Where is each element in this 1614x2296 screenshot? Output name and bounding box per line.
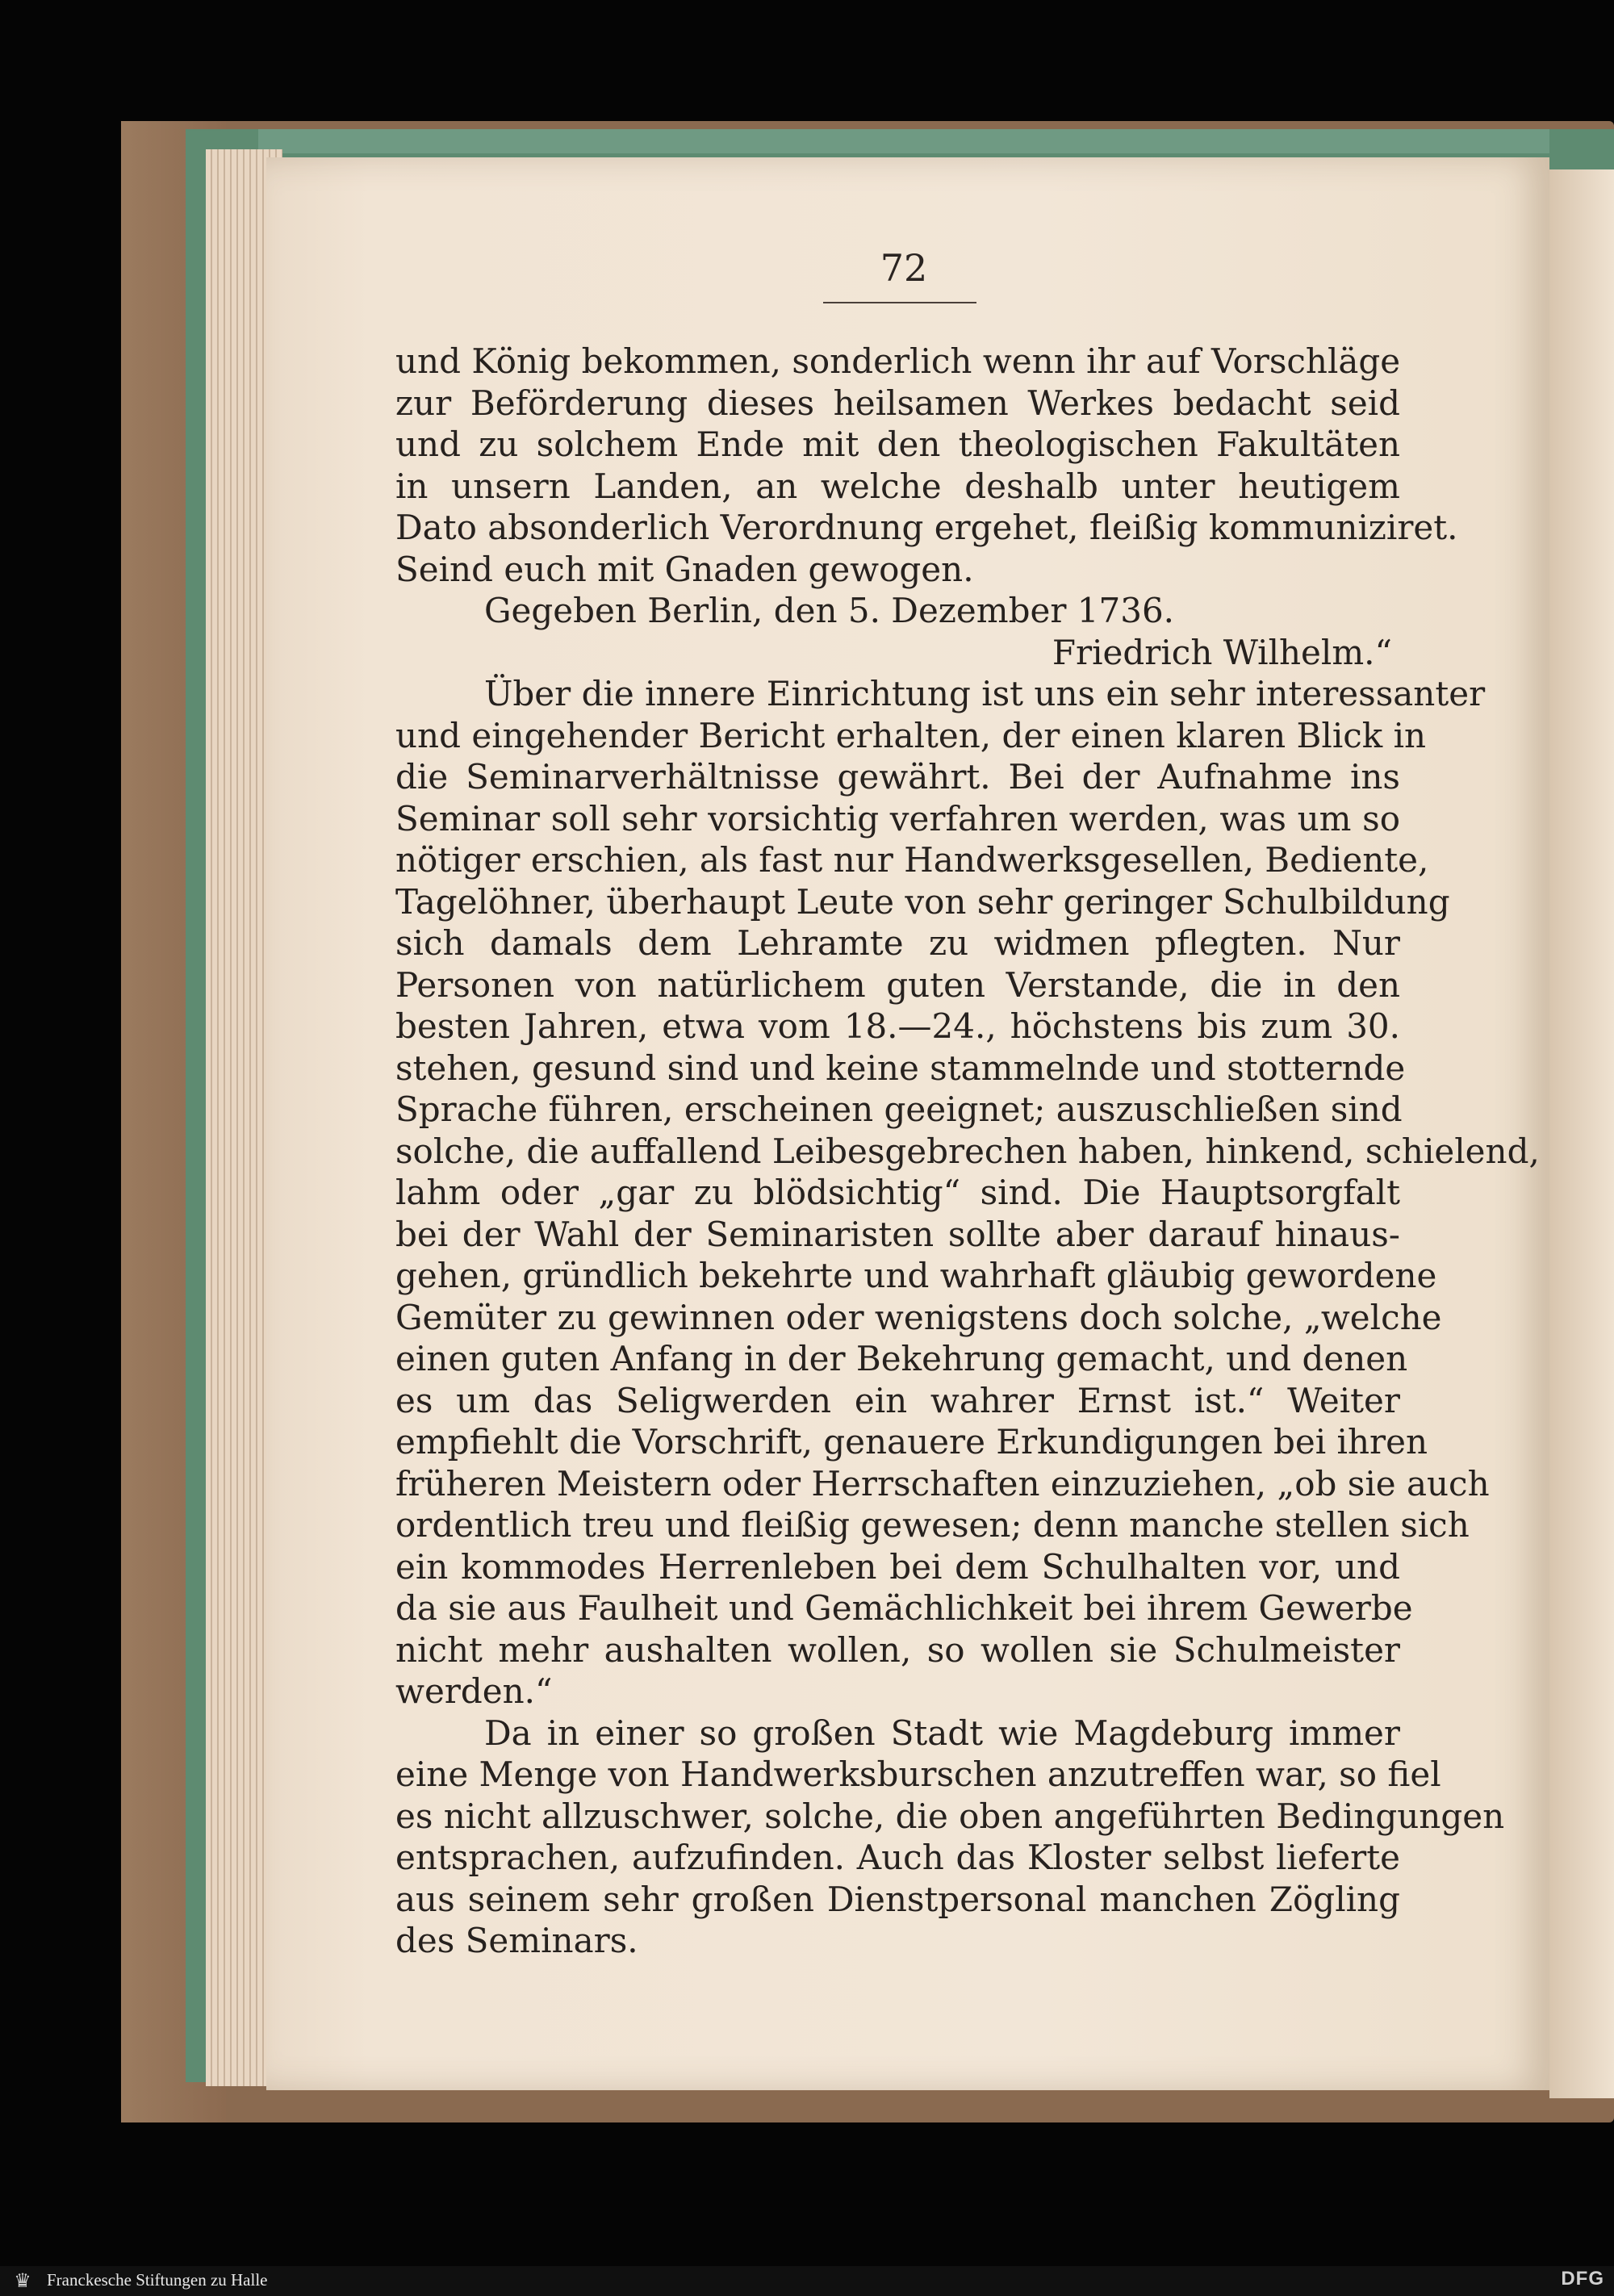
text-line: nötiger erschien, als fast nur Handwerksgesellen, Bediente,: [395, 840, 1429, 880]
text-line: eine Menge von Handwerksburschen anzutreffen war, so fiel: [395, 1754, 1441, 1794]
text-line: Über die innere Einrichtung ist uns ein sehr interessanter: [484, 674, 1486, 713]
text-line: nicht mehr aushalten wollen, so wollen sie Schulmeister: [395, 1629, 1400, 1670]
text-line: früheren Meistern oder Herrschaften einzuziehen, „ob sie auch: [395, 1463, 1490, 1503]
text-line: die Seminarverhältnisse gewährt. Bei der Aufnahme ins: [395, 757, 1400, 797]
text-line: besten Jahren, etwa vom 18.—24., höchstens bis zum 30.: [395, 1006, 1400, 1046]
text-line: Dato absonderlich Verordnung ergehet, fleißig kommuniziret.: [395, 508, 1458, 547]
text-line: und zu solchem Ende mit den theologischen Fakultäten: [395, 424, 1400, 464]
text-line: Seind euch mit Gnaden gewogen.: [395, 549, 974, 589]
text-line: ordentlich treu und fleißig gewesen; denn manche stellen sich: [395, 1505, 1470, 1545]
text-line: es um das Seligwerden ein wahrer Ernst ist.“ Weiter: [395, 1380, 1400, 1420]
text-line: in unsern Landen, an welche deshalb unter heutigem: [395, 466, 1400, 506]
text-line: Sprache führen, erscheinen geeignet; auszuschließen sind: [395, 1089, 1403, 1129]
text-line: und eingehender Bericht erhalten, der einen klaren Blick in: [395, 715, 1427, 755]
page-number: 72: [880, 246, 928, 290]
text-line: Seminar soll sehr vorsichtig verfahren werden, was um so: [395, 798, 1400, 839]
dfg-logo: DFG: [1561, 2268, 1604, 2290]
text-line: aus seinem sehr großen Dienstpersonal manchen Zögling: [395, 1879, 1400, 1919]
text-line: Gegeben Berlin, den 5. Dezember 1736.: [484, 591, 1175, 630]
text-line: Da in einer so großen Stadt wie Magdeburg immer: [484, 1713, 1400, 1753]
text-line: und König bekommen, sonderlich wenn ihr auf Vorschläge: [395, 341, 1401, 381]
text-line: einen guten Anfang in der Bekehrung gemacht, und denen: [395, 1339, 1408, 1378]
header-rule: [823, 302, 976, 303]
text-line: solche, die auffallend Leibesgebrechen haben, hinkend, schielend,: [395, 1131, 1540, 1171]
text-line: stehen, gesund sind und keine stammelnde und stotternde: [395, 1048, 1406, 1088]
text-line: sich damals dem Lehramte zu widmen pflegten. Nur: [395, 923, 1400, 963]
text-line: werden.“: [395, 1671, 553, 1711]
text-line: da sie aus Faulheit und Gemächlichkeit bei ihrem Gewerbe: [395, 1588, 1413, 1628]
text-line: es nicht allzuschwer, solche, die oben angeführten Bedingungen: [395, 1796, 1505, 1836]
facing-page-edge: [1549, 169, 1614, 2098]
text-line: ein kommodes Herrenleben bei dem Schulhalten vor, und: [395, 1546, 1400, 1587]
text-line: empfiehlt die Vorschrift, genauere Erkundigungen bei ihren: [395, 1422, 1428, 1462]
text-line: entsprachen, aufzufinden. Auch das Kloster selbst lieferte: [395, 1838, 1400, 1877]
crest-icon: ♛: [14, 2269, 31, 2292]
institution-name: Franckesche Stiftungen zu Halle: [47, 2270, 268, 2290]
signature-line: Friedrich Wilhelm.“: [1052, 632, 1392, 672]
text-line: Gemüter zu gewinnen oder wenigstens doch solche, „welche: [395, 1297, 1442, 1337]
text-line: gehen, gründlich bekehrte und wahrhaft gläubig gewordene: [395, 1256, 1437, 1295]
text-line: Tagelöhner, überhaupt Leute von sehr geringer Schulbildung: [395, 881, 1450, 922]
text-line: bei der Wahl der Seminaristen sollte aber darauf hinaus-: [395, 1214, 1400, 1254]
page-text: [395, 341, 1540, 1962]
green-endpaper-top: [258, 129, 1549, 153]
text-line: zur Beförderung dieses heilsamen Werkes bedacht seid: [395, 383, 1400, 423]
text-line: Personen von natürlichem guten Verstande, die in den: [395, 964, 1400, 1005]
text-line: des Seminars.: [395, 1921, 638, 1960]
text-line: lahm oder „gar zu blödsichtig“ sind. Die Hauptsorgfalt: [395, 1173, 1400, 1212]
